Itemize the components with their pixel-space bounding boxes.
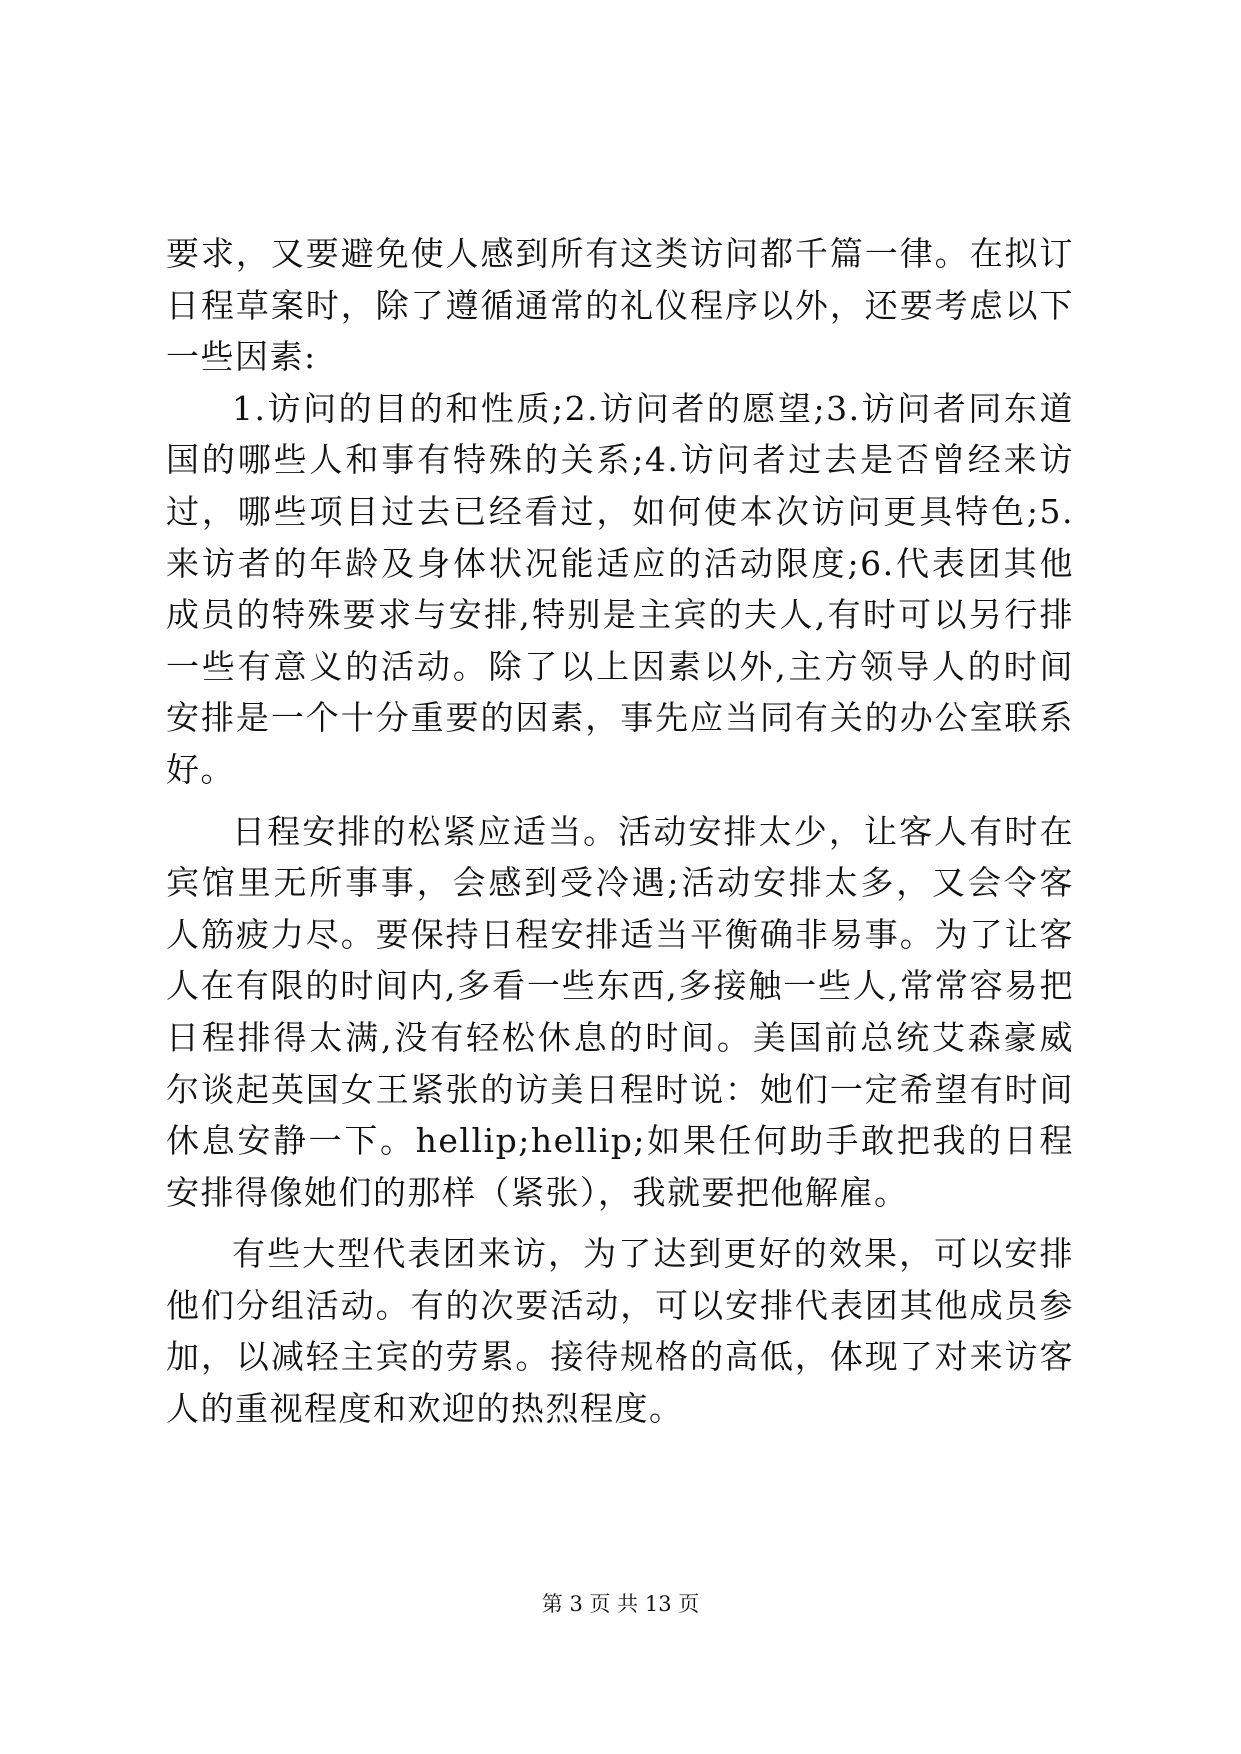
paragraph-large-delegations: 有些大型代表团来访，为了达到更好的效果，可以安排他们分组活动。有的次要活动，可以安排代表团其他成员参加，以减轻主宾的劳累。接待规格的高低，体现了对来访客人的重视程度和欢迎的热烈程度。: [166, 1234, 1074, 1429]
paragraph-continuation: 要求，又要避免使人感到所有这类访问都千篇一律。在拟订日程草案时，除了遵循通常的礼仪程序以外，还要考虑以下一些因素:: [166, 234, 1074, 377]
page-number-footer: 第 3 页 共 13 页: [541, 1592, 700, 1616]
document-body: [166, 228, 1074, 1435]
paragraph-factors-list: 1.访问的目的和性质;2.访问者的愿望;3.访问者同东道国的哪些人和事有特殊的关系;4.访问者过去是否曾经来访过，哪些项目过去已经看过，如何使本次访问更具特色;5.来访者的年龄及身体状况能适应的活动限度;6.代表团其他成员的特殊要求与安排,特别是主宾的夫人,有时可以另行排一些有意义的活动。除了以上因素以外,主方领导人的时间安排是一个十分重要的因素，事先应当同有关的办公室联系好。: [166, 388, 1074, 789]
paragraph-schedule-balance: 日程安排的松紧应适当。活动安排太少，让客人有时在宾馆里无所事事，会感到受冷遇;活动安排太多，又会令客人筋疲力尽。要保持日程安排适当平衡确非易事。为了让客人在有限的时间内,多看一些东西,多接触一些人,常常容易把日程排得太满,没有轻松休息的时间。美国前总统艾森豪威尔谈起英国女王紧张的访美日程时说：她们一定希望有时间休息安静一下。hellip;hellip;如果任何助手敢把我的日程安排得像她们的那样（紧张），我就要把他解雇。: [166, 811, 1074, 1212]
